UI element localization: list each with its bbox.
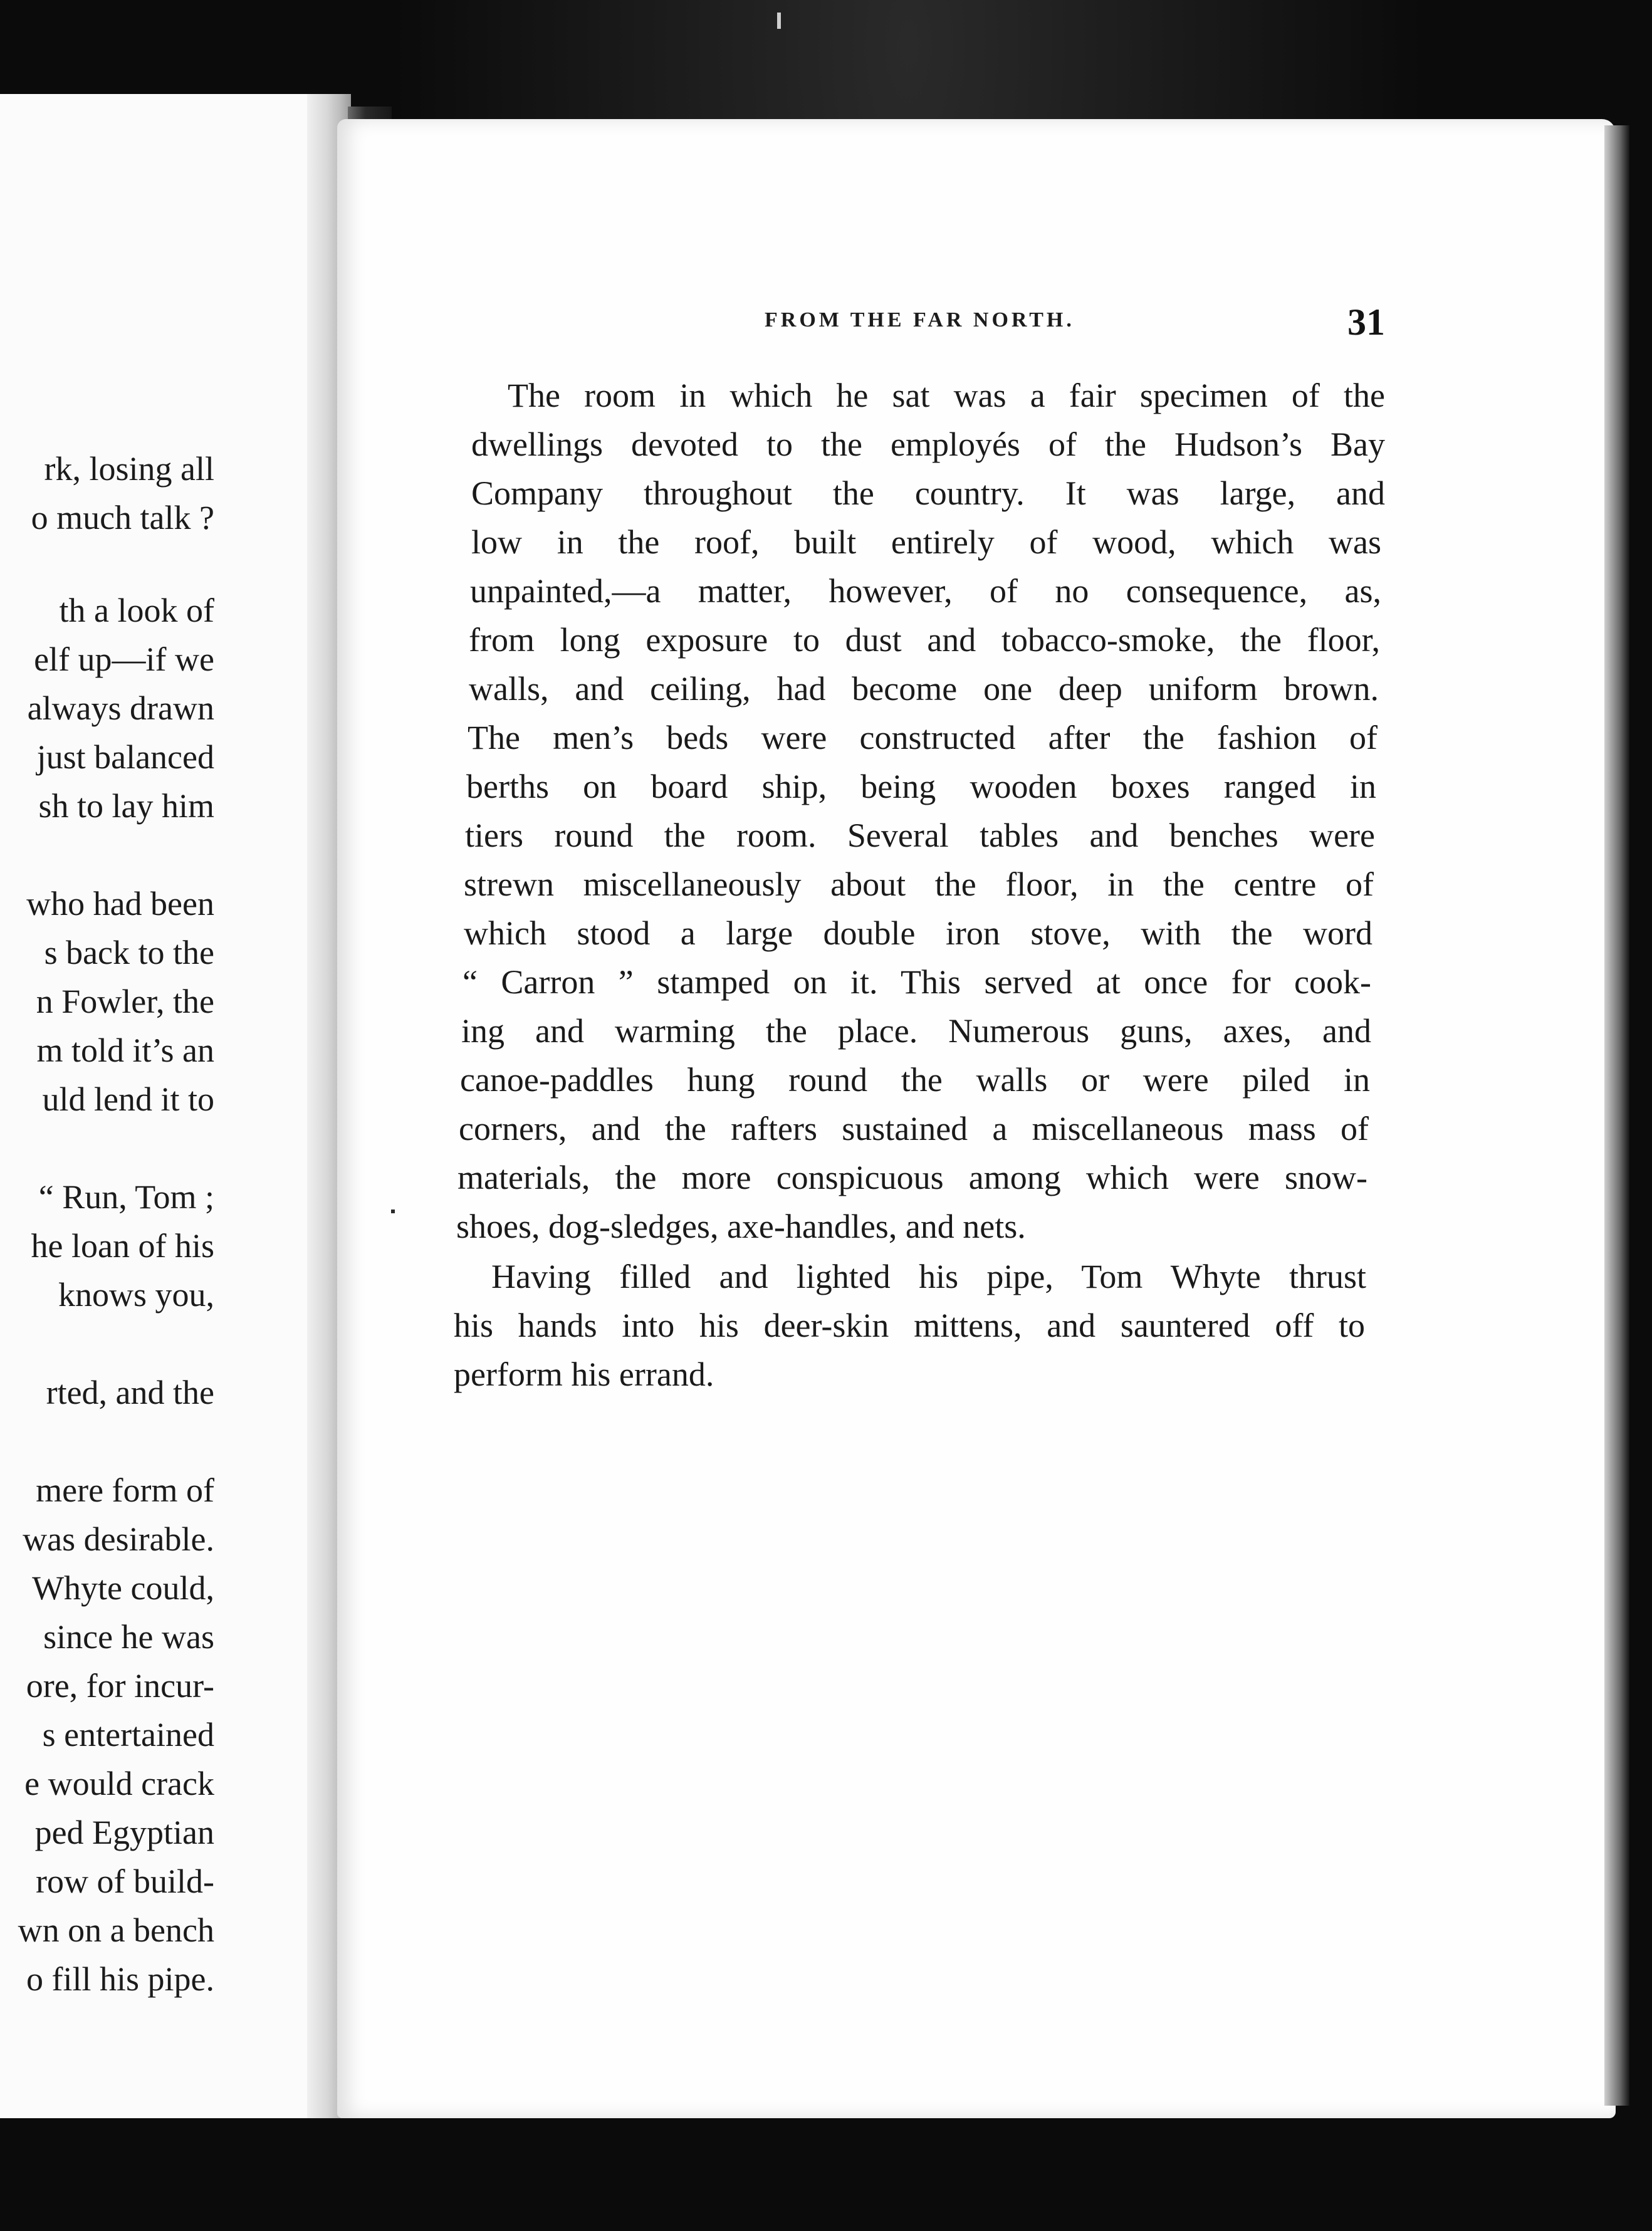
left-line: s back to the — [44, 934, 214, 971]
line-text: perform his errand. — [454, 1356, 714, 1393]
text-line — [468, 718, 1378, 757]
text-line — [471, 425, 1385, 464]
text-line — [464, 865, 1374, 904]
left-line: just balanced — [36, 738, 214, 776]
line-text: Having filled and lighted his pipe, Tom Whyte thrust — [491, 1258, 1366, 1295]
left-line: o fill his pipe. — [26, 1960, 214, 1998]
left-line: knows you, — [58, 1276, 214, 1314]
left-line: elf up—if we — [34, 640, 214, 678]
scan-speck — [391, 1210, 395, 1213]
left-line: row of build- — [36, 1863, 214, 1900]
left-line: ped Egyptian — [34, 1814, 214, 1851]
text-line — [470, 572, 1381, 610]
line-text: materials, the more conspicuous among which were snow- — [457, 1159, 1367, 1196]
text-line — [463, 963, 1371, 1001]
left-line: wn on a bench — [18, 1911, 214, 1949]
line-text: “ Carron ” stamped on it. This served at once for cook- — [463, 963, 1371, 1001]
line-text: strewn miscellaneously about the floor, in the centre of — [464, 865, 1374, 903]
line-text: berths on board ship, being wooden boxes ranged in — [466, 768, 1376, 805]
left-line: Whyte could, — [32, 1569, 214, 1607]
text-line — [491, 1257, 1366, 1296]
left-line: ore, for incur- — [26, 1667, 214, 1705]
left-line: always drawn — [27, 689, 214, 727]
text-line — [454, 1306, 1365, 1345]
text-line — [457, 1158, 1367, 1197]
text-line — [469, 620, 1380, 659]
line-text: Company throughout the country. It was large, and — [471, 474, 1385, 512]
text-line — [460, 1060, 1370, 1099]
left-line: he loan of his — [31, 1227, 214, 1265]
line-text: his hands into his deer-skin mittens, and sauntered off to — [454, 1307, 1365, 1344]
left-line: o much talk ? — [31, 499, 214, 536]
left-line: who had been — [26, 885, 214, 922]
text-line — [466, 767, 1376, 806]
text-line — [454, 1355, 1365, 1394]
line-text: which stood a large double iron stove, with the word — [464, 914, 1372, 952]
text-line — [461, 1011, 1371, 1050]
left-line: rk, losing all — [44, 450, 214, 488]
text-line — [508, 376, 1385, 415]
left-line: mere form of — [36, 1471, 214, 1509]
left-line: m told it’s an — [36, 1032, 214, 1069]
line-text: from long exposure to dust and tobacco-smoke, the floor, — [469, 621, 1380, 659]
running-head: FROM THE FAR NORTH. — [765, 308, 1075, 332]
text-line — [471, 474, 1385, 513]
left-line: e would crack — [24, 1765, 214, 1802]
text-line — [469, 669, 1379, 708]
left-line: th a look of — [59, 592, 214, 629]
left-line: “ Run, Tom ; — [38, 1178, 214, 1216]
line-text: dwellings devoted to the employés of the Hudson’s Bay — [471, 426, 1385, 463]
text-line — [456, 1207, 1366, 1246]
text-line — [471, 523, 1381, 562]
line-text: shoes, dog-sledges, axe-handles, and nets. — [456, 1208, 1026, 1245]
line-text: The men’s beds were constructed after the fashion of — [468, 719, 1378, 756]
line-text: corners, and the rafters sustained a miscellaneous mass of — [459, 1110, 1369, 1147]
line-text: canoe-paddles hung round the walls or were piled in — [460, 1061, 1370, 1099]
left-line: s entertained — [42, 1716, 214, 1753]
left-line: uld lend it to — [42, 1080, 214, 1118]
text-line — [464, 914, 1372, 953]
line-text: low in the roof, built entirely of wood, which was — [471, 523, 1381, 561]
left-line: was desirable. — [23, 1520, 214, 1558]
line-text: ing and warming the place. Numerous guns, axes, and — [461, 1012, 1371, 1050]
scan-speck — [777, 13, 781, 29]
text-line — [459, 1109, 1369, 1148]
left-line: sh to lay him — [38, 787, 214, 825]
line-text: tiers round the room. Several tables and benches were — [465, 817, 1375, 854]
line-text: walls, and ceiling, had become one deep uniform brown. — [469, 670, 1379, 708]
left-line: since he was — [43, 1618, 214, 1656]
left-line: n Fowler, the — [36, 983, 214, 1020]
line-text: The room in which he sat was a fair specimen of the — [508, 377, 1385, 414]
line-text: unpainted,—a matter, however, of no consequence, as, — [470, 572, 1381, 610]
left-line: rted, and the — [46, 1374, 214, 1411]
page-number: 31 — [1347, 301, 1385, 343]
text-line — [465, 816, 1375, 855]
